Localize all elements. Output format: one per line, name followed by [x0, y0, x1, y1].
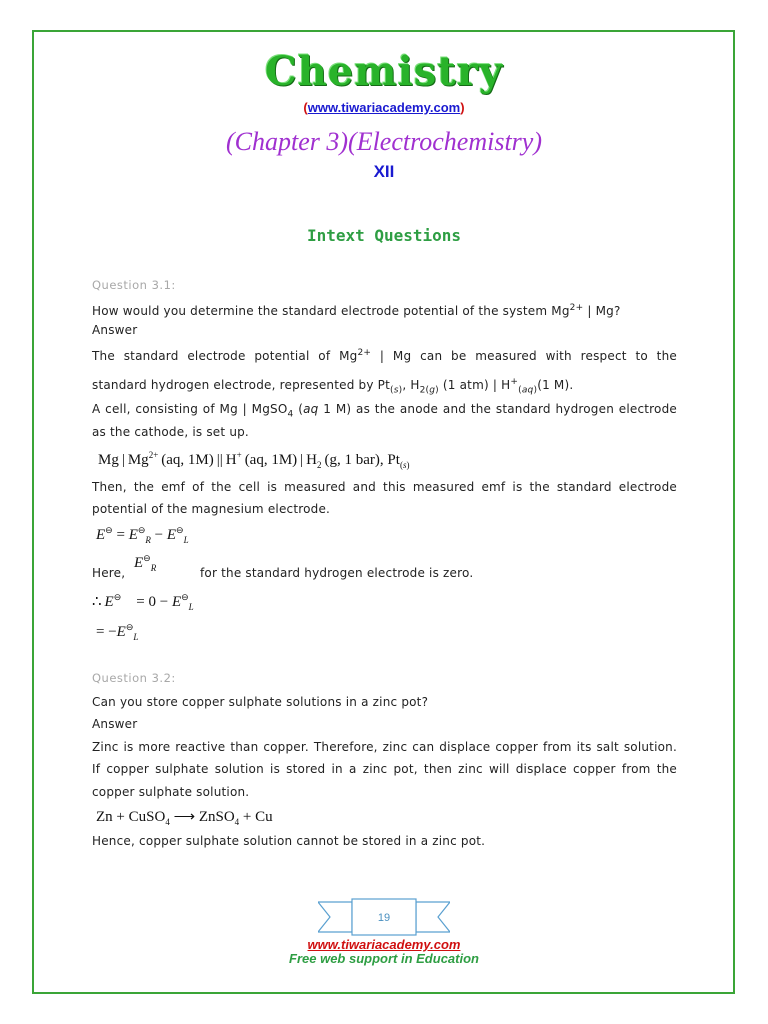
answer-paragraph-2: If copper sulphate solution is stored in a zinc pot, then zinc will displace copper from the	[92, 762, 677, 776]
section-title: Intext Questions	[306, 226, 462, 245]
answer-paragraph: Zinc is more reactive than copper. Therefore, zinc can displace copper from its salt solution.	[92, 740, 677, 754]
footer-site-link[interactable]: www.tiwariacademy.com	[307, 937, 461, 952]
equation-result: = $-E^⊖_L$	[96, 622, 139, 642]
answer-paragraph-5: Then, the emf of the cell is measured and this measured emf is the standard electrode	[92, 480, 677, 494]
question-label: Question 3.1:	[92, 278, 176, 292]
cell-notation: Mg | $Mg^{2+}$ (aq, 1M) || H+ (aq, 1M) | $H_2$ (g, 1 bar), $Pt_{(s)}$	[98, 450, 410, 470]
question-text: How would you determine the standard electrode potential of the system $Mg^{2+}$ | Mg?	[92, 303, 621, 318]
answer-label: Answer	[92, 717, 138, 731]
page-title: Chemistry	[264, 48, 504, 95]
paren-open: (	[303, 100, 308, 115]
paren-close: )	[460, 100, 465, 115]
equation-zero: ∴ E⊖ = $0 - E^⊖_L$	[92, 592, 194, 612]
answer-paragraph-3: copper sulphate solution.	[92, 785, 250, 799]
answer-paragraph-3: A cell, consisting of Mg | MgSO$_4$ (aq 1 M) as the anode and the standard hydrogen electrode	[92, 402, 677, 420]
here-text: for the standard hydrogen electrode is zero.	[200, 566, 474, 580]
answer-label: Answer	[92, 323, 138, 337]
question-label: Question 3.2:	[92, 671, 176, 685]
answer-paragraph-4: as the cathode, is set up.	[92, 425, 249, 439]
answer-paragraph-2: standard hydrogen electrode, represented by $Pt_{(s)}$, $H_{2(g)}$ (1 atm) | $H^+_{(aq)}(1$ M).	[92, 377, 574, 396]
answer-paragraph: The standard electrode potential of $Mg^{2+}$ | Mg can be measured with respect to the	[92, 348, 677, 363]
here-label: Here,	[92, 566, 126, 580]
site-link[interactable]: www.tiwariacademy.com	[307, 100, 461, 115]
equation-er: $E^⊖_R$	[134, 553, 157, 573]
page-number: 19	[377, 912, 391, 924]
equation-emf: $E^⊖ = E^⊖_R - E^⊖_L$	[96, 525, 189, 545]
class-label: XII	[373, 162, 395, 181]
conclusion-text: Hence, copper sulphate solution cannot be stored in a zinc pot.	[92, 834, 486, 848]
footer-tagline: Free web support in Education	[289, 951, 479, 966]
question-text: Can you store copper sulphate solutions in a zinc pot?	[92, 695, 429, 709]
answer-paragraph-6: potential of the magnesium electrode.	[92, 502, 331, 516]
reaction-equation: Zn + CuSO$_4$ ⟶ ZnSO$_4$ + Cu	[96, 809, 273, 827]
chapter-title: (Chapter 3)(Electrochemistry)	[226, 127, 542, 156]
site-link-line	[0, 100, 768, 115]
